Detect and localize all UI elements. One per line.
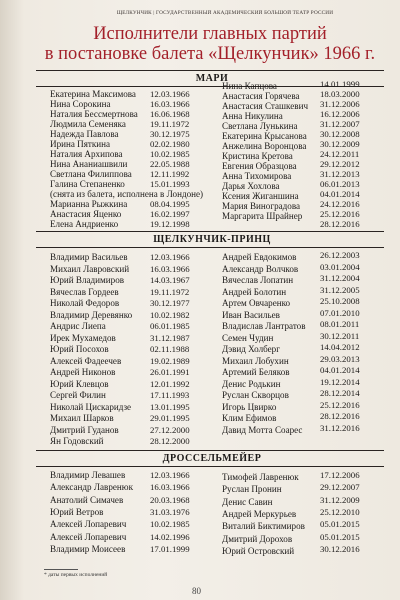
premiere-date: 07.01.2010 [320,307,360,318]
section-title-drosselmeyer: ДРОССЕЛЬМЕЙЕР [162,453,262,464]
performer-name: Михаил Шарков [50,413,114,423]
premiere-date: 30.12.2016 [320,543,360,554]
premiere-date: 19.02.1989 [150,355,190,366]
premiere-date: 17.12.2006 [320,470,360,480]
page-number: 80 [192,586,201,596]
performer-name: Светлана Лунькина [222,121,298,131]
premiere-date: 26.01.1991 [150,367,190,377]
performer-name: Ирек Мухамедов [50,332,116,343]
performer-name: Андрей Евдокимов [222,252,297,262]
premiere-date: 28.12.2000 [150,436,190,446]
section-title-prince: ЩЕЛКУНЧИК-ПРИНЦ [153,234,271,245]
premiere-date: 17.01.1999 [150,543,190,554]
premiere-date: 28.12.2016 [320,219,360,229]
premiere-date: 30.12.1977 [150,298,190,308]
premiere-date: 31.12.2013 [320,169,360,179]
performer-name: Андрей Болотин [222,286,287,297]
performer-name: Николай Федоров [50,298,120,308]
performer-name: Руслан Скворцов [222,390,289,400]
performer-name: Андрей Меркурьев [222,508,297,519]
performer-name: Семен Чудин [222,332,274,343]
performer-name: Нина Сорокина [50,99,111,109]
performer-name: Алексей Лопаревич [50,531,127,542]
premiere-date: 26.12.2003 [320,250,360,260]
performer-name: Марианна Рыжкина [50,199,128,209]
performer-name: Иван Васильев [222,309,280,320]
premiere-date: 31.12.2005 [320,284,360,295]
premiere-date: 14.02.1996 [150,531,190,542]
premiere-date: 14.01.1999 [320,79,360,89]
performer-name: Александр Лавренюк [50,482,133,493]
performer-name: Анастасия Сташкевич [222,101,309,111]
premiere-date: 06.01.1985 [150,321,190,331]
premiere-date: 31.03.1976 [150,506,190,517]
premiere-date: 24.12.2011 [320,149,360,159]
performer-name: Юрий Ветров [50,506,104,517]
premiere-date: 19.11.1972 [150,286,190,297]
performer-name: Дмитрий Гуданов [50,424,119,435]
performer-name: Игорь Цвирко [222,401,277,412]
performer-name: Анастасия Яценко [50,209,122,219]
premiere-date: 12.03.1966 [150,470,190,480]
premiere-date: 22.05.1988 [150,159,190,169]
premiere-date: 16.06.1968 [150,109,190,119]
performer-name: Клим Ефимов [222,413,277,423]
premiere-date: 05.01.2015 [320,531,360,542]
performer-name: Артемий Беляков [222,367,290,377]
premiere-date: 12.01.1992 [150,378,190,389]
premiere-date: 25.12.2016 [320,209,360,219]
performer-name: Маргарита Шрайнер [222,211,303,221]
title-line-2: в постановке балета «Щелкунчик» 1966 г. [44,44,376,64]
performer-name: Юрий Владимиров [50,275,125,285]
premiere-date: 18.03.2000 [320,89,360,99]
performer-name: Екатерина Крысанова [222,131,307,141]
performer-name: Николай Цискаридзе [50,401,132,412]
performer-name: Алексей Фадеечев [50,355,122,366]
performer-name: Кристина Кретова [222,151,293,161]
premiere-date: 16.12.2006 [320,109,360,119]
performer-name: (снята из балета, исполнена в Лондоне) [50,189,204,199]
premiere-date: 31.12.2016 [320,422,360,433]
performer-name: Юрий Посохов [50,344,109,354]
premiere-date: 20.03.1968 [150,494,190,505]
performer-name: Анна Тихомирова [222,171,292,181]
premiere-date: 31.12.2009 [320,494,360,505]
premiere-date: 17.11.1993 [150,390,190,400]
premiere-date: 30.12.2008 [320,129,360,139]
premiere-date: 25.12.2010 [320,506,360,517]
premiere-date: 12.03.1966 [150,252,190,262]
performer-name: Дмитрий Дорохов [222,533,293,544]
premiere-date: 16.03.1966 [150,99,190,109]
premiere-date: 14.03.1967 [150,275,190,285]
premiere-date: 12.11.1992 [150,169,190,179]
premiere-date: 10.02.1985 [150,149,190,159]
premiere-date: 31.12.1987 [150,332,190,343]
performer-name: Владимир Левашев [50,470,126,480]
premiere-date: 08.01.2011 [320,319,360,329]
performer-name: Владислав Лантратов [222,321,306,331]
premiere-date: 10.02.1982 [150,309,190,320]
performer-name: Юрий Островский [222,545,295,556]
performer-name: Владимир Васильев [50,252,128,262]
performer-name: Денис Савин [222,496,273,507]
premiere-date: 13.01.1995 [150,401,190,412]
premiere-date: 02.11.1988 [150,344,190,354]
premiere-date: 29.12.2012 [320,159,360,169]
performer-name: Давид Мотта Соарес [222,424,303,435]
performer-name: Виталий Биктимиров [222,521,305,532]
performer-name: Елена Андриенко [50,219,119,229]
performer-name: Вячеслав Гордеев [50,286,119,297]
performer-name: Денис Родькин [222,378,281,389]
premiere-date: 25.10.2008 [320,296,360,306]
performer-name: Людмила Семеняка [50,119,126,129]
premiere-date: 29.03.2013 [320,353,360,364]
performer-name: Тимофей Лавренюк [222,472,299,482]
premiere-date: 30.12.2011 [320,330,360,341]
performer-name: Галина Степаненко [50,179,125,189]
premiere-date: 28.12.2014 [320,388,360,398]
premiere-date: 30.12.1975 [150,129,190,139]
performer-name: Дарья Хохлова [222,181,280,191]
performer-name: Нина Капцова [222,81,277,91]
premiere-date: 19.12.2014 [320,376,360,387]
premiere-date: 19.12.1998 [150,219,190,229]
title-line-1: Исполнители главных партий [93,24,327,44]
performer-name: Светлана Филиппова [50,169,132,179]
performer-name: Анжелина Воронцова [222,141,307,151]
premiere-date: 19.11.1972 [150,119,190,129]
performer-name: Дэвид Холберг [222,344,280,354]
performer-name: Алексей Лопаревич [50,519,127,530]
premiere-date: 24.12.2016 [320,199,360,209]
performer-name: Александр Волчков [222,263,299,274]
premiere-date: 31.12.2007 [320,119,360,129]
performer-name: Ирина Пяткина [50,139,111,149]
section-title-mari: МАРИ [195,73,229,84]
premiere-date: 31.12.2006 [320,99,360,109]
premiere-date: 04.01.2014 [320,189,360,199]
premiere-date: 29.12.2007 [320,482,360,493]
performer-name: Наталия Архипова [50,149,123,159]
performer-name: Артем Овчаренко [222,298,291,308]
performer-name: Наталия Бессмертнова [50,109,138,119]
performer-name: Нина Ананиашвили [50,159,128,169]
performer-name: Екатерина Максимова [50,89,136,99]
performer-name: Сергей Филин [50,390,106,400]
premiere-date: 15.01.1993 [150,179,190,189]
premiere-date: 25.12.2016 [320,399,360,410]
performer-name: Андрей Никонов [50,367,116,377]
performer-name: Евгения Образцова [222,161,297,171]
performer-name: Анна Никулина [222,111,283,121]
performer-name: Ян Годовский [50,436,104,446]
premiere-date: 29.01.1995 [150,413,190,423]
performer-name: Владимир Деревянко [50,309,133,320]
premiere-date: 28.12.2016 [320,411,360,421]
performer-name: Анатолий Симачев [50,494,124,505]
premiere-date: 04.01.2014 [320,365,360,375]
premiere-date: 06.01.2013 [320,179,360,189]
performer-name: Руслан Пронин [222,484,282,495]
premiere-date: 12.03.1966 [150,89,190,99]
performer-name: Андрис Лиепа [50,321,106,331]
premiere-date: 05.01.2015 [320,519,360,530]
premiere-date: 02.02.1980 [150,139,190,149]
performer-name: Ксения Жиганшина [222,191,299,201]
premiere-date: 16.03.1966 [150,263,190,274]
performer-name: Вячеслав Лопатин [222,275,294,285]
performer-name: Юрий Клевцов [50,378,109,389]
premiere-date: 14.04.2012 [320,342,360,352]
premiere-date: 27.12.2000 [150,424,190,435]
footnote-rule [44,569,78,570]
performer-name: Михаил Лобухин [222,355,289,366]
premiere-date: 10.02.1985 [150,519,190,530]
performer-name: Мария Виноградова [222,201,301,211]
footnote: * даты первых исполнений [44,572,108,578]
premiere-date: 08.04.1995 [150,199,190,209]
performer-name: Михаил Лавровский [50,263,130,274]
premiere-date: 30.12.2009 [320,139,360,149]
performer-name: Надежда Павлова [50,129,119,139]
performer-name: Анастасия Горячева [222,91,300,101]
running-header: ЩЕЛКУНЧИК | ГОСУДАРСТВЕННЫЙ АКАДЕМИЧЕСКИЙ БОЛЬШОЙ ТЕАТР РОССИИ [116,10,334,16]
premiere-date: 31.12.2004 [320,273,360,283]
premiere-date: 16.03.1966 [150,482,190,493]
premiere-date: 03.01.2004 [320,261,360,272]
premiere-date: 16.02.1997 [150,209,190,219]
performer-name: Владимир Моисеев [50,543,126,554]
